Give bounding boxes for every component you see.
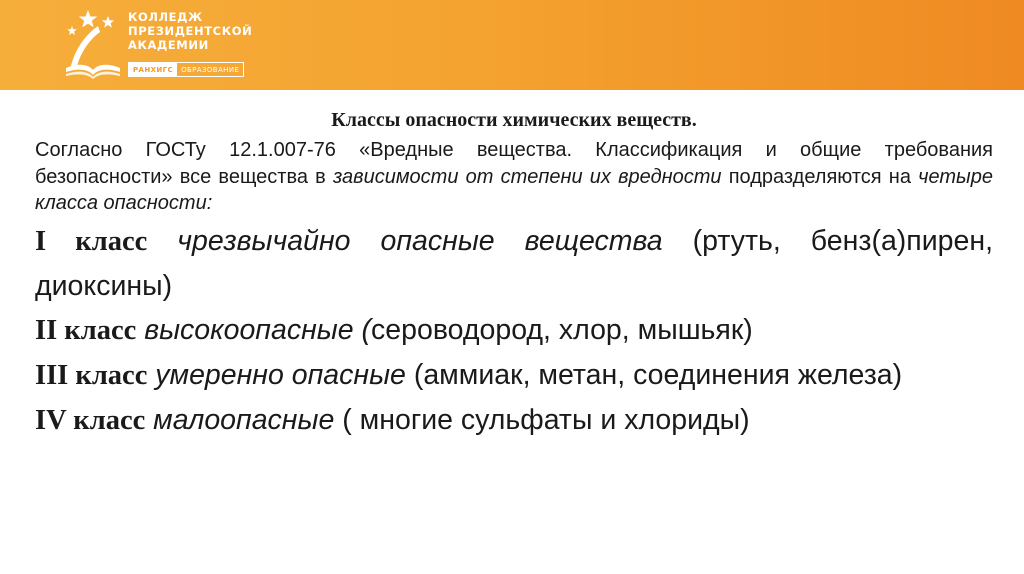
- class-examples: (аммиак, метан, соединения железа): [405, 358, 903, 391]
- intro-text-2: подразделяются на: [721, 165, 919, 188]
- logo-line-1: КОЛЛЕДЖ: [128, 10, 203, 24]
- class-description: высокоопасные (: [144, 313, 372, 346]
- class-label: III класс: [35, 359, 148, 391]
- class-description: чрезвычайно опасные вещества: [177, 224, 663, 257]
- intro-italic-2: четыре класса опасности:: [35, 165, 993, 214]
- intro-text-1: Согласно ГОСТу 12.1.007-76 «Вредные вещества. Классификация и общие требования безопасности» все вещества в: [35, 139, 993, 188]
- class-examples: ( многие сульфаты и хлориды): [334, 403, 750, 436]
- logo-title: [128, 10, 252, 52]
- slide-content: [35, 106, 993, 443]
- logo-sub-left: РАНХИГС: [129, 63, 177, 76]
- logo-sub-right: ОБРАЗОВАНИЕ: [181, 65, 240, 74]
- hazard-class-3: [35, 353, 993, 398]
- logo-line-2: ПРЕЗИДЕНТСКОЙ: [128, 24, 253, 38]
- college-logo: [62, 6, 262, 86]
- intro-italic-1: зависимости от степени их вредности: [332, 165, 722, 188]
- class-description: умеренно опасные: [155, 358, 406, 391]
- hazard-class-4: [35, 398, 993, 443]
- logo-line-3: АКАДЕМИИ: [128, 38, 209, 52]
- class-label: I класс: [35, 225, 148, 257]
- class-examples: сероводород, хлор, мышьяк): [371, 313, 753, 346]
- hazard-class-1: [35, 219, 993, 308]
- class-label: IV класс: [35, 404, 146, 436]
- class-examples: (ртуть, бенз(а)пирен, диоксины): [35, 224, 993, 302]
- class-description: малоопасные: [153, 403, 335, 436]
- intro-paragraph: [35, 137, 993, 217]
- hazard-class-2: [35, 308, 993, 353]
- slide-title: Классы опасности химических веществ.: [331, 109, 697, 131]
- book-star-logo-icon: [62, 6, 124, 80]
- class-label: II класс: [35, 314, 137, 346]
- logo-subtitle: [128, 62, 244, 77]
- header-banner: [0, 0, 1024, 90]
